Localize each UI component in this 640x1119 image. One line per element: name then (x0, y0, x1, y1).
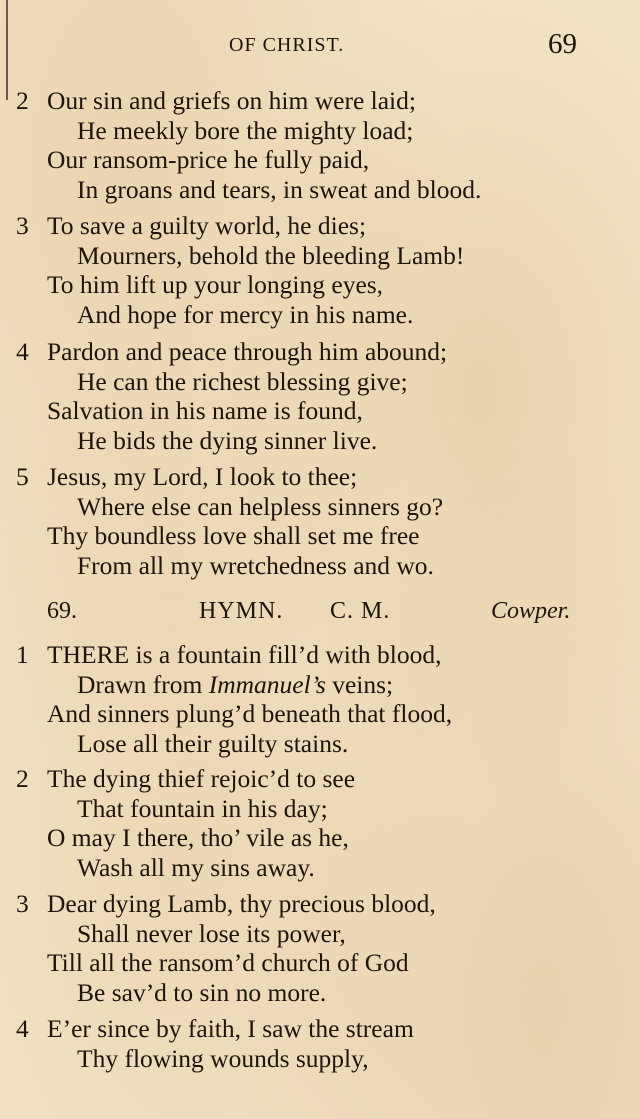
verse-line: And sinners plung’d beneath that flood, (47, 699, 453, 728)
verse-line: And hope for mercy in his name. (77, 300, 414, 329)
verse-line: O may I there, tho’ vile as he, (47, 823, 349, 852)
stanza-number: 2 (16, 86, 29, 115)
hymn-title: HYMN. (199, 598, 284, 624)
verse-text: veins; (325, 670, 394, 699)
verse-line (77, 670, 393, 700)
verse-line: Be sav’d to sin no more. (77, 978, 327, 1007)
verse-line: The dying thief rejoic’d to see (47, 764, 356, 793)
verse-line: He bids the dying sinner live. (77, 426, 378, 455)
verse-line: THERE is a fountain fill’d with blood, (47, 640, 442, 669)
running-title: OF CHRIST. (229, 34, 345, 56)
stanza-number: 2 (16, 764, 29, 793)
verse-line: Our ransom-price he fully paid, (47, 145, 370, 174)
verse-line: Lose all their guilty stains. (77, 729, 349, 758)
stanza-number: 4 (16, 337, 29, 366)
verse-line: That fountain in his day; (77, 794, 328, 823)
verse-line: Our sin and griefs on him were laid; (47, 86, 416, 115)
verse-line: From all my wretchedness and wo. (77, 551, 434, 580)
page-number: 69 (548, 28, 577, 60)
verse-line: Jesus, my Lord, I look to thee; (47, 462, 358, 491)
stanza-number: 1 (16, 640, 29, 669)
stanza-number: 3 (16, 211, 29, 240)
hymn-author: Cowper. (491, 598, 571, 624)
verse-line: Salvation in his name is found, (47, 396, 363, 425)
stanza-number: 3 (16, 889, 29, 918)
verse-line: In groans and tears, in sweat and blood. (77, 175, 482, 204)
verse-line: Pardon and peace through him abound; (47, 337, 448, 366)
verse-line: Wash all my sins away. (77, 853, 315, 882)
verse-name-italic: Immanuel’s (208, 670, 326, 699)
page-edge-line (6, 0, 8, 100)
verse-line: E’er since by faith, I saw the stream (47, 1014, 414, 1043)
verse-line: Mourners, behold the bleeding Lamb! (77, 241, 465, 270)
verse-line: Till all the ransom’d church of God (47, 948, 409, 977)
verse-line: Where else can helpless sinners go? (77, 492, 444, 521)
verse-line: To him lift up your longing eyes, (47, 270, 384, 299)
stanza-number: 4 (16, 1014, 29, 1043)
stanza-number: 5 (16, 462, 29, 491)
verse-text: Drawn from (77, 670, 209, 699)
hymn-meter: C. M. (330, 598, 391, 624)
hymn-number: 69. (47, 598, 77, 624)
verse-line: Shall never lose its power, (77, 919, 346, 948)
verse-line: He meekly bore the mighty load; (77, 116, 414, 145)
verse-line: To save a guilty world, he dies; (47, 211, 367, 240)
verse-line: He can the richest blessing give; (77, 367, 408, 396)
verse-line: Thy flowing wounds supply, (77, 1044, 369, 1073)
verse-line: Thy boundless love shall set me free (47, 521, 420, 550)
verse-line: Dear dying Lamb, thy precious blood, (47, 889, 436, 918)
